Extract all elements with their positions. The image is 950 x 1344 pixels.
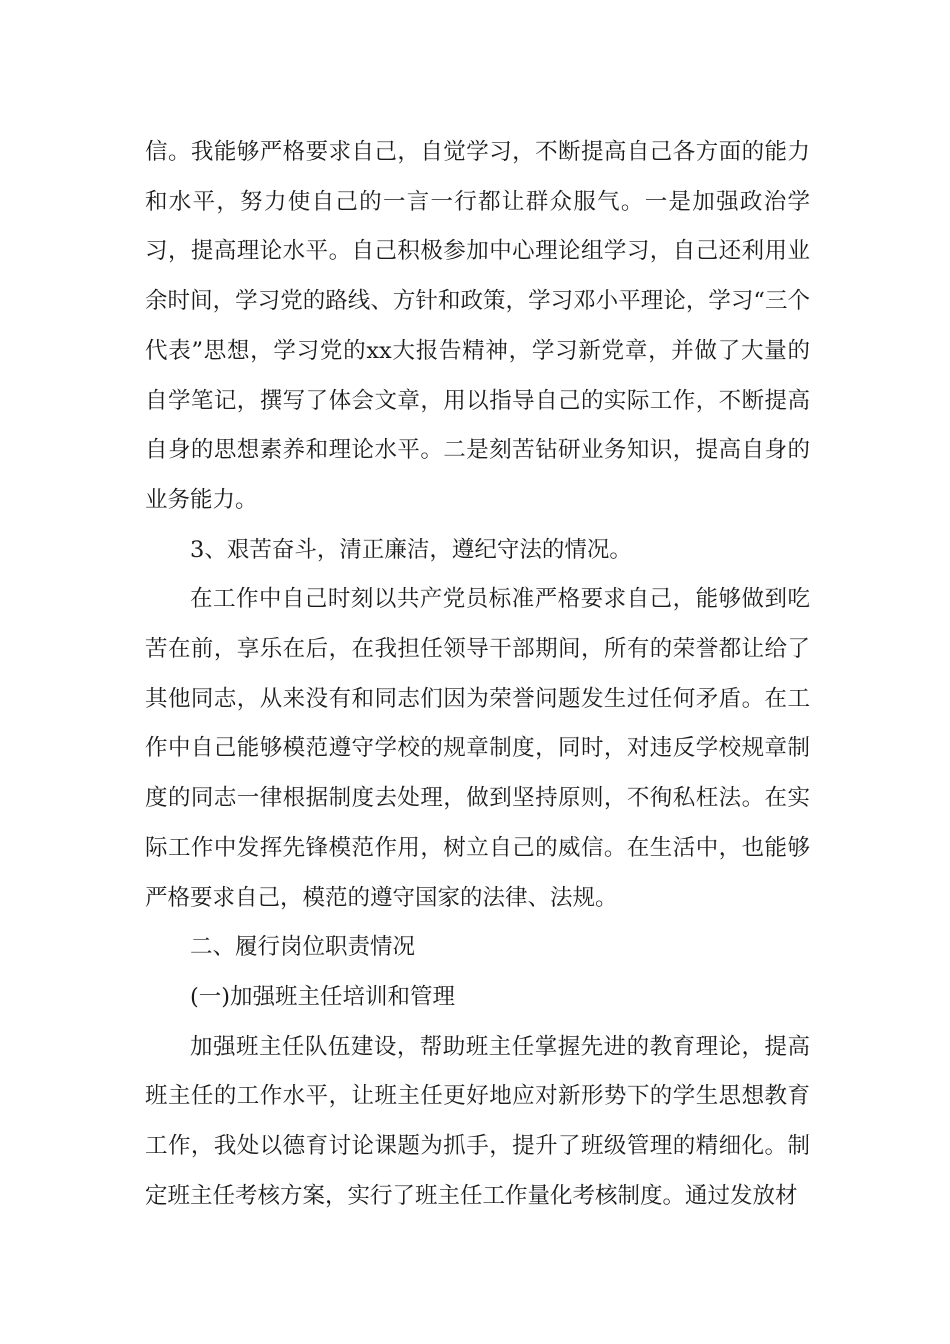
section-heading-2: 二、履行岗位职责情况 <box>190 934 416 961</box>
paragraph-teacher-training: 加强班主任队伍建设，帮助班主任掌握先进的教育理论，提高班主任的工作水平，让班主任更好地应对新形势下的学生思想教育工作，我处以德育讨论课题为抓手，提升了班级管理的精细化。制定班主任考核方案，实行了班主任工作量化考核制度。通过发放材 <box>145 1033 810 1209</box>
subsection-heading-1: (一)加强班主任培训和管理 <box>190 983 456 1010</box>
document-body <box>145 128 810 1221</box>
paragraph-continuation: 信。我能够严格要求自己，自觉学习，不断提高自己各方面的能力和水平，努力使自己的一言一行都让群众服气。一是加强政治学习，提高理论水平。自己积极参加中心理论组学习，自己还利用业余时间，学习党的路线、方针和政策，学习邓小平理论，学习“三个代表”思想，学习党的xx大报告精神，学习新党章，并做了大量的自学笔记，撰写了体会文章，用以指导自己的实际工作，不断提高自身的思想素养和理论水平。二是刻苦钻研业务知识，提高自身的业务能力。 <box>145 139 810 513</box>
section-heading-3: 3、艰苦奋斗，清正廉洁，遵纪守法的情况。 <box>190 536 632 563</box>
paragraph-integrity: 在工作中自己时刻以共产党员标准严格要求自己，能够做到吃苦在前，享乐在后，在我担任领导干部期间，所有的荣誉都让给了其他同志，从来没有和同志们因为荣誉问题发生过任何矛盾。在工作中自己能够模范遵守学校的规章制度，同时，对违反学校规章制度的同志一律根据制度去处理，做到坚持原则，不徇私枉法。在实际工作中发挥先锋模范作用，树立自己的威信。在生活中，也能够严格要求自己，模范的遵守国家的法律、法规。 <box>145 586 810 911</box>
